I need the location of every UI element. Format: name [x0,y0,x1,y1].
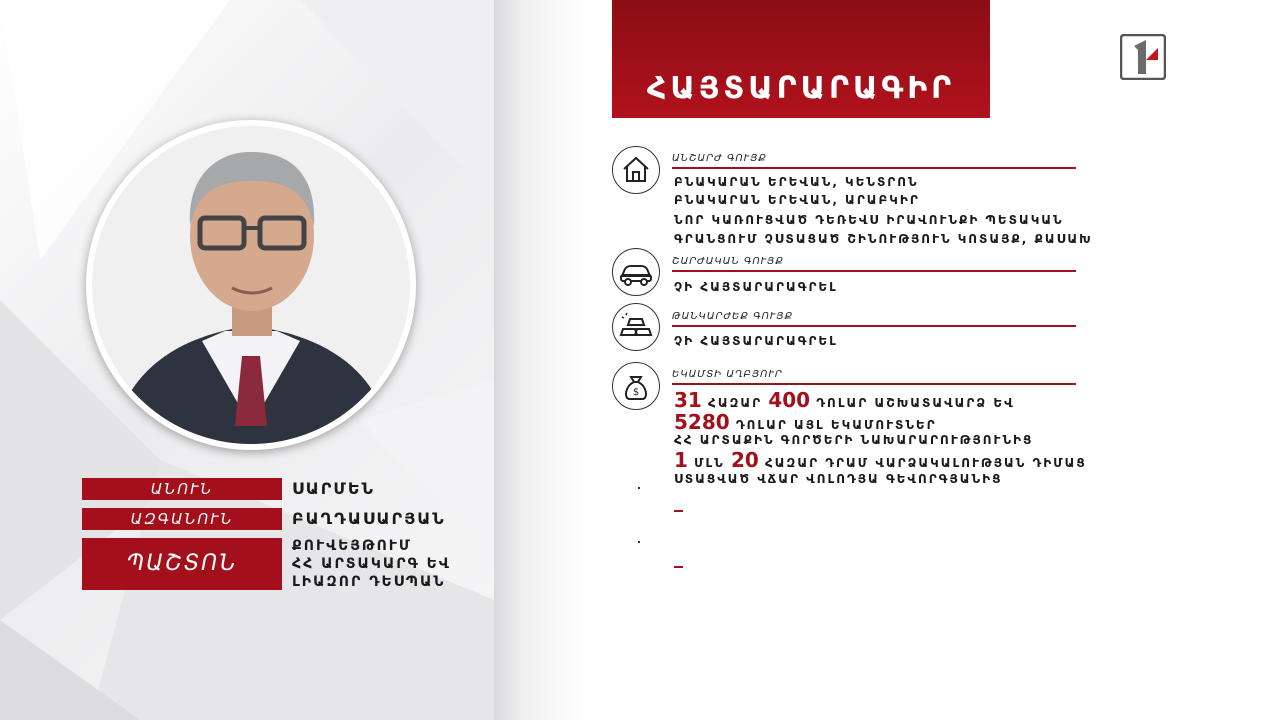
income-text: ԴՈԼԱՐ ԱՇԽԱՏԱՎԱՐՁ ԵՎ [816,396,1015,410]
bullet-dash [674,510,683,512]
first-name-value: ՍԱՐՄԵՆ [292,479,375,498]
income-amount: 5280 [674,410,730,434]
page-title: ՀԱՅՏԱՐԱՐԱԳԻՐ [646,71,956,106]
car-icon [612,248,660,296]
income-text: ԴՈԼԱՐ ԱՅԼ ԵԿԱՄՈՒՏՆԵՐ [735,418,937,432]
section-divider [672,270,1076,272]
valuables-label: ԹԱՆԿԱՐԺԵՔ ԳՈՒՅՔ [672,311,794,322]
real-estate-line: ԲՆԱԿԱՐԱՆ ԵՐԵՎԱՆ, ԿԵՆՏՐՈՆ [674,175,919,189]
movable-property-label: ՇԱՐԺԱԿԱՆ ԳՈՒՅՔ [672,256,784,267]
last-name-label: ԱԶԳԱՆՈՒՆ [82,508,282,530]
income-row [674,448,1087,475]
position-value [292,537,451,591]
section-divider [672,383,1076,385]
position-label: ՊԱՇՏՈՆ [82,538,282,590]
movable-property-value: ՉԻ ՀԱՅՏԱՐԱՐԱԳՐԵԼ [674,280,838,294]
bullet-dot [638,487,640,489]
income-row: ՀՀ ԱՐՏԱՔԻՆ ԳՈՐԾԵՐԻ ՆԱԽԱՐԱՐՈՒԹՅՈՒՆԻՑ [674,433,1034,447]
real-estate-label: ԱՆՇԱՐԺ ԳՈՒՅՔ [672,153,767,164]
channel-one-logo-icon [1120,34,1166,80]
section-divider [672,167,1076,169]
bullet-dash [674,566,683,568]
svg-text:$: $ [632,387,640,398]
income-text: ՄԼՆ [694,456,725,470]
income-amount: 1 [674,448,688,472]
income-text: ՀԱԶԱՐ ԴՐԱՄ ՎԱՐՁԱԿԱԼՈՒԹՅԱՆ ԴԻՄԱՑ [764,456,1087,470]
income-row: ՍՏԱՑՎԱԾ ՎՃԱՐ ՎՈԼՈԴՅԱ ԳԵՎՈՐԳՅԱՆԻՑ [674,472,1003,486]
income-amount: 31 [674,388,702,412]
last-name-value: ԲԱՂԴԱՍԱՐՅԱՆ [292,509,446,528]
gold-bars-icon [612,303,660,351]
real-estate-line: ՆՈՐ ԿԱՌՈՒՑՎԱԾ ԴԵՌԵՎՍ ԻՐԱՎՈՒՆՔԻ ՊԵՏԱԿԱՆ [674,213,1064,227]
income-text: ՀԱԶԱՐ [708,396,763,410]
bullet-dot [638,541,640,543]
position-line: ՔՈՒՎԵՅԹՈՒՄ [292,538,412,554]
valuables-value: ՉԻ ՀԱՅՏԱՐԱՐԱԳՐԵԼ [674,334,838,348]
house-icon [612,146,660,194]
person-illustration [92,126,410,444]
income-amount: 400 [768,388,811,412]
position-line: ԼԻԱԶՈՐ ԴԵՍՊԱՆ [292,574,446,590]
income-label: ԵԿԱՄՏԻ ԱՂԲՅՈՒՐ [672,369,783,380]
first-name-label: ԱՆՈՒՆ [82,478,282,500]
real-estate-line: ԲՆԱԿԱՐԱՆ ԵՐԵՎԱՆ, ԱՐԱԲԿԻՐ [674,193,920,207]
position-line: ՀՀ ԱՐՏԱԿԱՐԳ ԵՎ [292,556,451,572]
real-estate-line: ԳՐԱՆՑՈՒՄ ՉՍՏԱՑԱԾ ՇԻՆՈՒԹՅՈՒՆ ԿՈՏԱՅՔ, ՔԱՍԱԽ [674,232,1093,246]
income-amount: 20 [730,448,759,472]
portrait-photo [86,120,416,450]
section-divider [672,325,1076,327]
money-bag-icon [612,362,660,410]
